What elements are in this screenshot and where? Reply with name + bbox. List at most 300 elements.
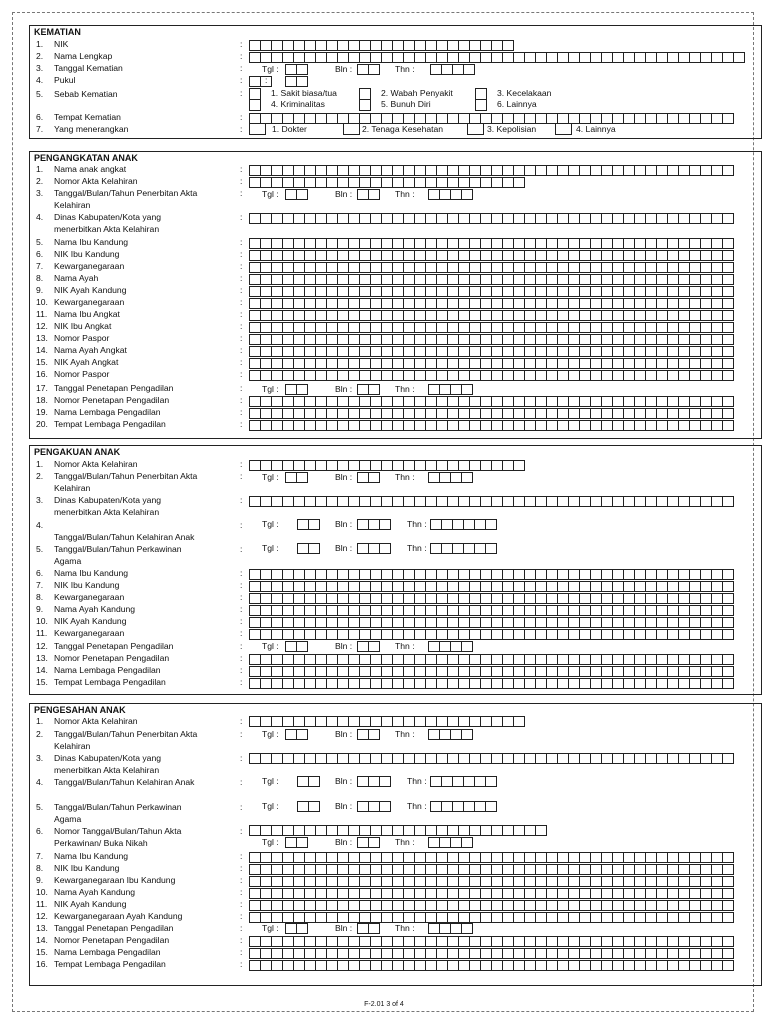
- char-box[interactable]: [722, 593, 734, 604]
- row-label: Nama Ibu Kandung: [54, 237, 129, 247]
- tgl-boxes[interactable]: [285, 384, 307, 396]
- field-boxes[interactable]: [249, 605, 733, 617]
- row-colon: :: [240, 212, 243, 222]
- char-box[interactable]: [722, 165, 734, 176]
- tgl-label: Tgl :: [262, 776, 279, 786]
- char-box[interactable]: [485, 801, 497, 812]
- row-number: 6.: [36, 112, 44, 122]
- row-colon: :: [240, 297, 243, 307]
- char-box[interactable]: [379, 543, 391, 554]
- char-box[interactable]: [485, 776, 497, 787]
- bln-boxes[interactable]: [357, 729, 379, 741]
- row-number: 5.: [36, 237, 44, 247]
- row-colon: :: [240, 899, 243, 909]
- tgl-boxes[interactable]: [285, 923, 307, 935]
- field-boxes[interactable]: [249, 912, 733, 924]
- row-colon: :: [240, 802, 243, 812]
- tgl-label: Tgl :: [262, 923, 279, 933]
- name-boxes[interactable]: [249, 165, 733, 177]
- row-number: 5.: [36, 802, 44, 812]
- row-label: Yang menerangkan: [54, 124, 129, 134]
- field-boxes[interactable]: [249, 334, 733, 346]
- field-boxes[interactable]: [249, 581, 733, 593]
- char-box[interactable]: [368, 837, 380, 848]
- row-number: 1.: [36, 39, 44, 49]
- field-boxes[interactable]: [249, 286, 733, 298]
- field-boxes[interactable]: [249, 900, 733, 912]
- row-label: NIK Ayah Kandung: [54, 899, 127, 909]
- row-label: NIK Ayah Kandung: [54, 285, 127, 295]
- char-box[interactable]: [722, 286, 734, 297]
- row-number: 7.: [36, 580, 44, 590]
- cause-option-label: 3. Kecelakaan: [497, 88, 552, 98]
- thn-boxes[interactable]: [430, 64, 474, 76]
- cause-option-label: 4. Kriminalitas: [271, 99, 325, 109]
- office-boxes[interactable]: [249, 213, 733, 225]
- thn-label: Thn :: [395, 729, 415, 739]
- char-box[interactable]: [722, 238, 734, 249]
- section-title: PENGESAHAN ANAK: [34, 705, 126, 715]
- row-colon: :: [240, 124, 243, 134]
- bln-label: Bln :: [335, 519, 353, 529]
- char-box[interactable]: [722, 420, 734, 431]
- char-box[interactable]: [308, 776, 320, 787]
- row-label: Kewarganegaraan: [54, 628, 125, 638]
- row-colon: :: [240, 616, 243, 626]
- row-label: Kewarganegaraan: [54, 261, 125, 271]
- char-box[interactable]: [513, 716, 525, 727]
- thn-boxes[interactable]: [428, 923, 472, 935]
- char-box[interactable]: [296, 729, 308, 740]
- minute-boxes[interactable]: [285, 76, 307, 88]
- row-number: 10.: [36, 887, 48, 897]
- name-boxes[interactable]: [249, 52, 744, 64]
- field-boxes[interactable]: [249, 617, 733, 629]
- field-boxes[interactable]: [249, 864, 733, 876]
- tgl-boxes[interactable]: [285, 729, 307, 741]
- field-boxes[interactable]: [249, 852, 733, 864]
- bln-boxes[interactable]: [357, 923, 379, 935]
- row-colon: :: [240, 520, 243, 530]
- char-box[interactable]: [722, 888, 734, 899]
- char-box[interactable]: [722, 912, 734, 923]
- row-number: 12.: [36, 321, 48, 331]
- char-box[interactable]: [485, 519, 497, 530]
- tgl-boxes[interactable]: [285, 472, 307, 484]
- char-box[interactable]: [722, 753, 734, 764]
- bln-label: Bln :: [335, 923, 353, 933]
- row-number: 18.: [36, 395, 48, 405]
- row-colon: :: [240, 75, 243, 85]
- row-colon: :: [240, 592, 243, 602]
- row-colon: :: [240, 395, 243, 405]
- row-label: Nama Ibu Angkat: [54, 309, 120, 319]
- char-box[interactable]: [485, 543, 497, 554]
- row-colon: :: [240, 471, 243, 481]
- row-number: 1.: [36, 164, 44, 174]
- char-box[interactable]: [461, 729, 473, 740]
- char-box[interactable]: [722, 948, 734, 959]
- row-label: Kewarganegaraan Ibu Kandung: [54, 875, 176, 885]
- field-boxes[interactable]: [249, 346, 733, 358]
- row-label: Tanggal/Bulan/Tahun Penerbitan Akta: [54, 729, 198, 739]
- cause-option-label: 1. Sakit biasa/tua: [271, 88, 337, 98]
- number-boxes[interactable]: [249, 460, 524, 472]
- informant-checkbox[interactable]: [343, 123, 360, 135]
- bln-boxes[interactable]: [357, 776, 390, 788]
- char-box[interactable]: [722, 298, 734, 309]
- char-box[interactable]: [308, 543, 320, 554]
- row-number: 12.: [36, 641, 48, 651]
- char-box[interactable]: [722, 605, 734, 616]
- tgl-label: Tgl :: [262, 472, 279, 482]
- row-label: Nomor Paspor: [54, 333, 110, 343]
- bln-boxes[interactable]: [357, 384, 379, 396]
- char-box[interactable]: [296, 64, 308, 75]
- row-colon: :: [240, 261, 243, 271]
- char-box[interactable]: [722, 396, 734, 407]
- cause-checkbox[interactable]: [475, 99, 487, 111]
- char-box[interactable]: [722, 250, 734, 261]
- row-number: 20.: [36, 419, 48, 429]
- row-number: 11.: [36, 309, 48, 319]
- row-colon: :: [240, 39, 243, 49]
- thn-label: Thn :: [395, 472, 415, 482]
- row-colon: :: [240, 665, 243, 675]
- char-box[interactable]: [722, 213, 734, 224]
- row-label: Nama Ayah Kandung: [54, 887, 136, 897]
- char-box[interactable]: [379, 519, 391, 530]
- field-boxes[interactable]: [249, 396, 733, 408]
- char-box[interactable]: [513, 177, 525, 188]
- row-number: 14.: [36, 665, 48, 675]
- char-box[interactable]: [513, 460, 525, 471]
- tgl-boxes[interactable]: [297, 801, 319, 813]
- field-boxes[interactable]: [249, 948, 733, 960]
- char-box[interactable]: [308, 519, 320, 530]
- thn-boxes[interactable]: [428, 384, 472, 396]
- row-colon: :: [240, 51, 243, 61]
- row-label: Nama anak angkat: [54, 164, 127, 174]
- char-box[interactable]: [461, 923, 473, 934]
- row-number: 7.: [36, 261, 44, 271]
- char-box[interactable]: [296, 76, 308, 87]
- thn-boxes[interactable]: [428, 472, 472, 484]
- char-box[interactable]: [296, 641, 308, 652]
- field-boxes[interactable]: [249, 238, 733, 250]
- row-colon: :: [240, 88, 243, 98]
- row-number: 17.: [36, 383, 48, 393]
- row-label-cont: Tanggal/Bulan/Tahun Kelahiran Anak: [54, 532, 195, 542]
- char-box[interactable]: [296, 189, 308, 200]
- char-box[interactable]: [722, 960, 734, 971]
- bln-label: Bln :: [335, 801, 353, 811]
- field-boxes[interactable]: [249, 322, 733, 334]
- bln-label: Bln :: [335, 472, 353, 482]
- row-number: 15.: [36, 947, 48, 957]
- char-box[interactable]: [722, 876, 734, 887]
- field-boxes[interactable]: [249, 654, 733, 666]
- row-label: NIK Ibu Kandung: [54, 580, 120, 590]
- thn-boxes[interactable]: [428, 641, 472, 653]
- time-colon: :: [265, 75, 268, 85]
- field-boxes[interactable]: [249, 408, 733, 420]
- char-box[interactable]: [722, 346, 734, 357]
- char-box[interactable]: [722, 310, 734, 321]
- row-number: 14.: [36, 345, 48, 355]
- row-number: 8.: [36, 863, 44, 873]
- row-number: 15.: [36, 357, 48, 367]
- informant-option-label: 4. Lainnya: [576, 124, 616, 134]
- char-box[interactable]: [502, 40, 514, 51]
- bln-boxes[interactable]: [357, 801, 390, 813]
- char-box[interactable]: [722, 864, 734, 875]
- char-box[interactable]: [733, 52, 745, 63]
- row-label: Nama Lembaga Pengadilan: [54, 947, 161, 957]
- char-box[interactable]: [296, 923, 308, 934]
- char-box[interactable]: [722, 322, 734, 333]
- char-box[interactable]: [296, 472, 308, 483]
- char-box[interactable]: [535, 825, 547, 836]
- field-boxes[interactable]: [249, 358, 733, 370]
- row-colon: :: [240, 935, 243, 945]
- char-box[interactable]: [379, 776, 391, 787]
- row-label-cont: menerbitkan Akta Kelahiran: [54, 507, 160, 517]
- row-number: 9.: [36, 285, 44, 295]
- bln-boxes[interactable]: [357, 472, 379, 484]
- row-label: Tanggal/Bulan/Tahun Penerbitan Akta: [54, 188, 198, 198]
- row-colon: :: [240, 495, 243, 505]
- number-boxes[interactable]: [249, 177, 524, 189]
- char-box[interactable]: [722, 629, 734, 640]
- char-box[interactable]: [722, 900, 734, 911]
- thn-boxes[interactable]: [428, 729, 472, 741]
- row-number: 9.: [36, 604, 44, 614]
- bln-boxes[interactable]: [357, 641, 379, 653]
- row-label-cont: Agama: [54, 556, 82, 566]
- row-colon: :: [240, 863, 243, 873]
- char-box[interactable]: [722, 617, 734, 628]
- row-number: 6.: [36, 826, 44, 836]
- char-box[interactable]: [461, 384, 473, 395]
- row-number: 7.: [36, 851, 44, 861]
- bln-boxes[interactable]: [357, 543, 390, 555]
- char-box[interactable]: [368, 641, 380, 652]
- field-boxes[interactable]: [249, 593, 733, 605]
- thn-boxes[interactable]: [430, 776, 496, 788]
- char-box[interactable]: [461, 189, 473, 200]
- row-number: 15.: [36, 677, 48, 687]
- tgl-label: Tgl :: [262, 801, 279, 811]
- row-label: NIK Ibu Kandung: [54, 863, 120, 873]
- row-number: 7.: [36, 124, 44, 134]
- char-box[interactable]: [368, 729, 380, 740]
- thn-boxes[interactable]: [428, 189, 472, 201]
- row-number: 13.: [36, 333, 48, 343]
- tgl-boxes[interactable]: [297, 519, 319, 531]
- cause-option-label: 5. Bunuh Diri: [381, 99, 431, 109]
- tgl-boxes[interactable]: [285, 189, 307, 201]
- field-boxes[interactable]: [249, 876, 733, 888]
- char-box[interactable]: [722, 370, 734, 381]
- bln-label: Bln :: [335, 837, 353, 847]
- thn-boxes[interactable]: [430, 543, 496, 555]
- row-label: Nama Ibu Kandung: [54, 568, 129, 578]
- char-box[interactable]: [308, 801, 320, 812]
- bln-label: Bln :: [335, 729, 353, 739]
- thn-label: Thn :: [407, 543, 427, 553]
- nik-boxes[interactable]: [249, 40, 513, 52]
- row-colon: :: [240, 164, 243, 174]
- char-box[interactable]: [722, 113, 734, 124]
- char-box[interactable]: [722, 852, 734, 863]
- char-box[interactable]: [461, 641, 473, 652]
- char-box[interactable]: [368, 472, 380, 483]
- char-box[interactable]: [722, 274, 734, 285]
- char-box[interactable]: [722, 569, 734, 580]
- tgl-boxes[interactable]: [285, 64, 307, 76]
- row-number: 5.: [36, 89, 44, 99]
- row-label: Nama Ayah Angkat: [54, 345, 127, 355]
- row-label: Nama Lembaga Pengadilan: [54, 407, 161, 417]
- row-number: 12.: [36, 911, 48, 921]
- row-label: Tempat Kematian: [54, 112, 121, 122]
- row-label: Nomor Tanggal/Bulan/Tahun Akta: [54, 826, 182, 836]
- office-boxes[interactable]: [249, 496, 733, 508]
- char-box[interactable]: [722, 262, 734, 273]
- row-label-cont: Kelahiran: [54, 483, 91, 493]
- field-boxes[interactable]: [249, 274, 733, 286]
- number-boxes[interactable]: [249, 716, 524, 728]
- cause-checkbox[interactable]: [249, 99, 261, 111]
- thn-boxes[interactable]: [430, 519, 496, 531]
- field-boxes[interactable]: [249, 678, 733, 690]
- char-box[interactable]: [722, 654, 734, 665]
- row-label-cont: menerbitkan Akta Kelahiran: [54, 224, 160, 234]
- char-box[interactable]: [296, 384, 308, 395]
- row-label: Sebab Kematian: [54, 89, 118, 99]
- row-colon: :: [240, 237, 243, 247]
- row-colon: :: [240, 568, 243, 578]
- tgl-boxes[interactable]: [285, 837, 307, 849]
- row-number: 2.: [36, 176, 44, 186]
- char-box[interactable]: [722, 581, 734, 592]
- hour-boxes[interactable]: [249, 76, 271, 88]
- char-box[interactable]: [368, 384, 380, 395]
- char-box[interactable]: [722, 334, 734, 345]
- informant-checkbox[interactable]: [555, 123, 572, 135]
- office-boxes[interactable]: [249, 753, 733, 765]
- char-box[interactable]: [722, 678, 734, 689]
- char-box[interactable]: [461, 837, 473, 848]
- tgl-boxes[interactable]: [297, 543, 319, 555]
- row-label: Tempat Lembaga Pengadilan: [54, 959, 166, 969]
- informant-checkbox[interactable]: [467, 123, 484, 135]
- row-colon: :: [240, 333, 243, 343]
- thn-boxes[interactable]: [430, 801, 496, 813]
- certificate-boxes[interactable]: [249, 825, 546, 837]
- field-boxes[interactable]: [249, 420, 733, 432]
- row-number: 19.: [36, 407, 48, 417]
- char-box[interactable]: [722, 408, 734, 419]
- thn-label: Thn :: [395, 384, 415, 394]
- field-boxes[interactable]: [249, 569, 733, 581]
- tgl-boxes[interactable]: [297, 776, 319, 788]
- row-label: NIK Ayah Kandung: [54, 616, 127, 626]
- row-number: 4.: [36, 777, 44, 787]
- field-boxes[interactable]: [249, 250, 733, 262]
- row-label: Nomor Akta Kelahiran: [54, 459, 138, 469]
- thn-label: Thn :: [407, 519, 427, 529]
- bln-boxes[interactable]: [357, 189, 379, 201]
- row-number: 3.: [36, 188, 44, 198]
- bln-label: Bln :: [335, 384, 353, 394]
- row-label: Kewarganegaraan: [54, 297, 125, 307]
- bln-boxes[interactable]: [357, 64, 379, 76]
- char-box[interactable]: [379, 801, 391, 812]
- field-boxes[interactable]: [249, 936, 733, 948]
- tgl-boxes[interactable]: [285, 641, 307, 653]
- bln-boxes[interactable]: [357, 519, 390, 531]
- row-label: Tanggal Penetapan Pengadilan: [54, 641, 174, 651]
- field-boxes[interactable]: [249, 666, 733, 678]
- char-box[interactable]: [368, 189, 380, 200]
- bln-label: Bln :: [335, 776, 353, 786]
- row-number: 8.: [36, 592, 44, 602]
- char-box[interactable]: [722, 666, 734, 677]
- row-label: Tanggal/Bulan/Tahun Kelahiran Anak: [54, 777, 195, 787]
- tgl-label: Tgl :: [262, 729, 279, 739]
- tgl-label: Tgl :: [262, 189, 279, 199]
- bln-boxes[interactable]: [357, 837, 379, 849]
- row-label: NIK Ayah Angkat: [54, 357, 119, 367]
- char-box[interactable]: [463, 64, 475, 75]
- row-colon: :: [240, 777, 243, 787]
- field-boxes[interactable]: [249, 262, 733, 274]
- char-box[interactable]: [368, 923, 380, 934]
- field-boxes[interactable]: [249, 370, 733, 382]
- row-colon: :: [240, 407, 243, 417]
- section-title: PENGAKUAN ANAK: [34, 447, 121, 457]
- informant-checkbox[interactable]: [249, 123, 266, 135]
- row-colon: :: [240, 383, 243, 393]
- thn-label: Thn :: [395, 923, 415, 933]
- field-boxes[interactable]: [249, 888, 733, 900]
- char-box[interactable]: [368, 64, 380, 75]
- row-label: Tanggal Kematian: [54, 63, 123, 73]
- char-box[interactable]: [722, 936, 734, 947]
- char-box[interactable]: [296, 837, 308, 848]
- row-label-cont: Agama: [54, 814, 82, 824]
- row-label: Dinas Kabupaten/Kota yang: [54, 212, 162, 222]
- page-footer: F-2.01 3 of 4: [364, 1001, 404, 1008]
- char-box[interactable]: [722, 496, 734, 507]
- row-label: NIK Ibu Angkat: [54, 321, 112, 331]
- thn-boxes[interactable]: [428, 837, 472, 849]
- field-boxes[interactable]: [249, 298, 733, 310]
- char-box[interactable]: [461, 472, 473, 483]
- row-label: Kewarganegaraan: [54, 592, 125, 602]
- row-label: Dinas Kabupaten/Kota yang: [54, 495, 162, 505]
- field-boxes[interactable]: [249, 310, 733, 322]
- row-colon: :: [240, 249, 243, 259]
- cause-checkbox[interactable]: [359, 99, 371, 111]
- char-box[interactable]: [722, 358, 734, 369]
- field-boxes[interactable]: [249, 629, 733, 641]
- row-number: 4.: [36, 75, 44, 85]
- field-boxes[interactable]: [249, 960, 733, 972]
- row-colon: :: [240, 653, 243, 663]
